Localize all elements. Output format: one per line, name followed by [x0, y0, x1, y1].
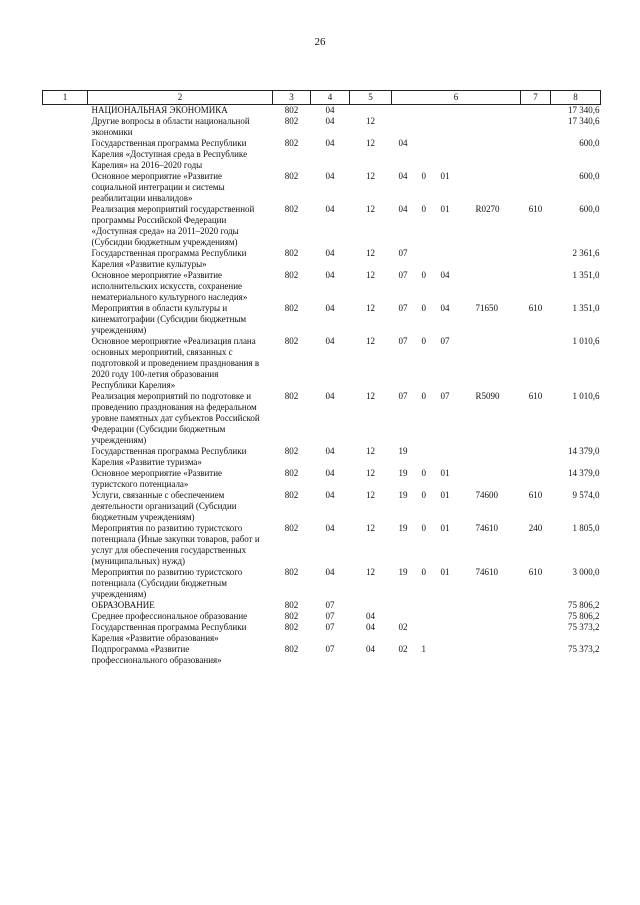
- target-article-code: [392, 523, 521, 567]
- subsection-code: [350, 600, 392, 611]
- table-row: [43, 622, 601, 644]
- section-code: 04: [325, 248, 335, 258]
- target-article-code: [392, 138, 521, 171]
- row-description: Среднее профессиональное образование: [91, 611, 248, 621]
- direction-code: 74610: [475, 523, 498, 533]
- expense-type-code: [521, 611, 551, 622]
- expense-type-code: 610: [528, 567, 543, 577]
- row-number-cell: [43, 446, 88, 468]
- event-code: 07: [440, 336, 450, 346]
- amount-value: 1 805,0: [572, 523, 600, 533]
- event-code: 01: [440, 523, 450, 533]
- subsection-code: 12: [366, 138, 375, 148]
- table-row: [43, 391, 601, 446]
- section-code: 04: [325, 270, 335, 280]
- row-number-cell: [43, 611, 88, 622]
- expense-type-code: [521, 468, 551, 490]
- subprogram-code: 0: [421, 171, 426, 181]
- section-code: 07: [325, 622, 335, 632]
- subsection-code: 12: [366, 490, 375, 500]
- subsection-code: 04: [366, 622, 375, 632]
- row-description: Основное мероприятие «Развитие туристского потенциала»: [91, 468, 223, 489]
- event-code: 04: [440, 270, 450, 280]
- expense-type-code: [521, 116, 551, 138]
- row-description: Мероприятия по развитию туристского потенциала (Иные закупки товаров, работ и услуг для обеспечения государственных (муниципальных) нужд): [91, 523, 260, 566]
- program-code: 19: [398, 490, 408, 500]
- amount-value: 600,0: [579, 171, 600, 181]
- amount-value: 2 361,6: [572, 248, 600, 258]
- ministry-code: 802: [284, 644, 299, 654]
- subsection-code: 04: [366, 611, 375, 621]
- subsection-code: 12: [366, 270, 375, 280]
- ministry-code: 802: [284, 490, 299, 500]
- amount-value: 14 379,0: [568, 468, 600, 478]
- table-row: [43, 611, 601, 622]
- target-article-code: [392, 468, 521, 490]
- budget-table: [42, 90, 601, 666]
- ministry-code: 802: [284, 248, 299, 258]
- target-article-code: [392, 171, 521, 204]
- target-article-code: [392, 490, 521, 523]
- event-code: 01: [440, 204, 450, 214]
- header-col-3: 3: [273, 91, 311, 105]
- amount-value: 600,0: [579, 138, 600, 148]
- ministry-code: 802: [284, 611, 299, 621]
- ministry-code: 802: [284, 336, 299, 346]
- section-code: 04: [325, 567, 335, 577]
- subsection-code: 12: [366, 391, 375, 401]
- subprogram-code: 0: [421, 204, 426, 214]
- expense-type-code: 610: [528, 490, 543, 500]
- header-col-1: 1: [43, 91, 88, 105]
- expense-type-code: 240: [528, 523, 543, 533]
- table-row: [43, 490, 601, 523]
- row-number-cell: [43, 336, 88, 391]
- target-article-code: [392, 116, 521, 138]
- table-row: [43, 270, 601, 303]
- expense-type-code: [521, 622, 551, 644]
- amount-value: 17 340,6: [568, 105, 600, 115]
- expense-type-code: [521, 600, 551, 611]
- program-code: 19: [398, 446, 408, 456]
- row-number-cell: [43, 116, 88, 138]
- table-row: [43, 116, 601, 138]
- amount-value: 1 351,0: [572, 270, 600, 280]
- expense-type-code: [521, 171, 551, 204]
- row-number-cell: [43, 391, 88, 446]
- ministry-code: 802: [284, 567, 299, 577]
- expense-type-code: [521, 644, 551, 666]
- expense-type-code: 610: [528, 204, 543, 214]
- table-row: [43, 171, 601, 204]
- ministry-code: 802: [284, 171, 299, 181]
- event-code: 01: [440, 567, 450, 577]
- table-row: [43, 523, 601, 567]
- table-row: [43, 567, 601, 600]
- section-code: 04: [325, 116, 335, 126]
- event-code: 01: [440, 468, 450, 478]
- subsection-code: 12: [366, 468, 375, 478]
- row-number-cell: [43, 248, 88, 270]
- row-number-cell: [43, 468, 88, 490]
- program-code: 04: [398, 171, 408, 181]
- ministry-code: 802: [284, 303, 299, 313]
- section-code: 04: [325, 204, 335, 214]
- row-description: Подпрограмма «Развитие профессионального образования»: [91, 644, 222, 665]
- program-code: 07: [398, 336, 408, 346]
- expense-type-code: [521, 336, 551, 391]
- subsection-code: 04: [366, 644, 375, 654]
- direction-code: 74610: [475, 567, 498, 577]
- amount-value: 75 806,2: [568, 600, 600, 610]
- ministry-code: 802: [284, 105, 299, 115]
- row-description: Государственная программа Республики Карелия «Развитие туризма»: [91, 446, 247, 467]
- row-number-cell: [43, 644, 88, 666]
- program-code: 07: [398, 248, 408, 258]
- row-number-cell: [43, 204, 88, 248]
- event-code: 01: [440, 171, 450, 181]
- subprogram-code: 0: [421, 490, 426, 500]
- event-code: 01: [440, 490, 450, 500]
- section-code: 04: [325, 336, 335, 346]
- program-code: 07: [398, 270, 408, 280]
- row-number-cell: [43, 138, 88, 171]
- table-row: [43, 204, 601, 248]
- ministry-code: 802: [284, 270, 299, 280]
- amount-value: 1 010,6: [572, 391, 600, 401]
- target-article-code: [392, 270, 521, 303]
- direction-code: 71650: [475, 303, 498, 313]
- row-description: ОБРАЗОВАНИЕ: [91, 600, 155, 610]
- target-article-code: [392, 248, 521, 270]
- amount-value: 1 351,0: [572, 303, 600, 313]
- table-body: [43, 105, 601, 667]
- row-description: Основное мероприятие «Развитие исполнительских искусств, сохранение нематериального культурного наследия»: [91, 270, 248, 302]
- amount-value: 600,0: [579, 204, 600, 214]
- target-article-code: [392, 105, 521, 117]
- expense-type-code: [521, 248, 551, 270]
- amount-value: 75 373,2: [568, 622, 600, 632]
- section-code: 04: [325, 523, 335, 533]
- header-col-2: 2: [88, 91, 273, 105]
- section-code: 07: [325, 611, 335, 621]
- row-description: Услуги, связанные с обеспечением деятельности организаций (Субсидии бюджетным учреждениям): [91, 490, 237, 522]
- table-row: [43, 138, 601, 171]
- expense-type-code: [521, 270, 551, 303]
- subsection-code: 12: [366, 116, 375, 126]
- table-row: [43, 105, 601, 117]
- row-number-cell: [43, 622, 88, 644]
- subsection-code: 12: [366, 171, 375, 181]
- subprogram-code: 0: [421, 567, 426, 577]
- row-number-cell: [43, 523, 88, 567]
- target-article-code: [392, 446, 521, 468]
- target-article-code: [392, 391, 521, 446]
- subsection-code: 12: [366, 567, 375, 577]
- ministry-code: 802: [284, 622, 299, 632]
- expense-type-code: [521, 105, 551, 117]
- subprogram-code: 0: [421, 270, 426, 280]
- section-code: 04: [325, 138, 335, 148]
- amount-value: 1 010,6: [572, 336, 600, 346]
- row-description: Основное мероприятие «Реализация плана основных мероприятий, связанных с подготовкой и проведением празднования в 2020 году 100-летия образования Республики Карелия»: [91, 336, 260, 390]
- ministry-code: 802: [284, 204, 299, 214]
- section-code: 04: [325, 446, 335, 456]
- table-row: [43, 303, 601, 336]
- ministry-code: 802: [284, 523, 299, 533]
- event-code: 04: [440, 303, 450, 313]
- section-code: 04: [325, 171, 335, 181]
- direction-code: R0270: [475, 204, 500, 214]
- subprogram-code: 0: [421, 336, 426, 346]
- target-article-code: [392, 622, 521, 644]
- program-code: 07: [398, 303, 408, 313]
- expense-type-code: [521, 138, 551, 171]
- target-article-code: [392, 303, 521, 336]
- subsection-code: 12: [366, 204, 375, 214]
- row-number-cell: [43, 600, 88, 611]
- ministry-code: 802: [284, 138, 299, 148]
- row-description: Мероприятия в области культуры и кинематографии (Субсидии бюджетным учреждениям): [91, 303, 247, 335]
- row-number-cell: [43, 270, 88, 303]
- ministry-code: 802: [284, 468, 299, 478]
- section-code: 04: [325, 391, 335, 401]
- section-code: 07: [325, 600, 335, 610]
- amount-value: 17 340,6: [568, 116, 600, 126]
- row-number-cell: [43, 105, 88, 117]
- amount-value: 14 379,0: [568, 446, 600, 456]
- target-article-code: [392, 611, 521, 622]
- target-article-code: [392, 600, 521, 611]
- ministry-code: 802: [284, 391, 299, 401]
- direction-code: 74600: [475, 490, 498, 500]
- ministry-code: 802: [284, 116, 299, 126]
- row-description: Государственная программа Республики Карелия «Доступная среда в Республике Карелия» на 2016–2020 годы: [91, 138, 248, 170]
- subprogram-code: 0: [421, 303, 426, 313]
- table-row: [43, 468, 601, 490]
- subprogram-code: 0: [421, 391, 426, 401]
- expense-type-code: 610: [528, 391, 543, 401]
- section-code: 04: [325, 468, 335, 478]
- program-code: 02: [398, 622, 408, 632]
- section-code: 07: [325, 644, 335, 654]
- header-col-4: 4: [311, 91, 350, 105]
- row-description: Государственная программа Республики Карелия «Развитие образования»: [91, 622, 247, 643]
- program-code: 07: [398, 391, 408, 401]
- target-article-code: [392, 644, 521, 666]
- subsection-code: 12: [366, 446, 375, 456]
- subsection-code: 12: [366, 248, 375, 258]
- ministry-code: 802: [284, 600, 299, 610]
- row-description: Реализация мероприятий по подготовке и проведению празднования на федеральном уровне памятных дат субъектов Российской Федерации (Субсидии бюджетным учреждениям): [91, 391, 260, 445]
- amount-value: 9 574,0: [572, 490, 600, 500]
- section-code: 04: [325, 303, 335, 313]
- subprogram-code: 0: [421, 523, 426, 533]
- row-number-cell: [43, 567, 88, 600]
- direction-code: R5090: [475, 391, 500, 401]
- section-code: 04: [325, 490, 335, 500]
- subsection-code: 12: [366, 336, 375, 346]
- target-article-code: [392, 204, 521, 248]
- header-col-7: 7: [521, 91, 551, 105]
- section-code: 04: [325, 105, 335, 115]
- row-description: НАЦИОНАЛЬНАЯ ЭКОНОМИКА: [91, 105, 228, 115]
- table-header-row: [43, 91, 601, 105]
- table-row: [43, 446, 601, 468]
- row-description: Мероприятия по развитию туристского потенциала (Субсидии бюджетным учреждениям): [91, 567, 243, 599]
- row-description: Другие вопросы в области национальной экономики: [91, 116, 250, 137]
- program-code: 04: [398, 138, 408, 148]
- amount-value: 75 373,2: [568, 644, 600, 654]
- subsection-code: [350, 105, 392, 117]
- program-code: 04: [398, 204, 408, 214]
- table-row: [43, 248, 601, 270]
- target-article-code: [392, 336, 521, 391]
- header-col-6: 6: [392, 91, 521, 105]
- subprogram-code: 1: [421, 644, 426, 654]
- table-row: [43, 336, 601, 391]
- row-number-cell: [43, 490, 88, 523]
- program-code: 19: [398, 523, 408, 533]
- page-number: 26: [314, 36, 326, 48]
- program-code: 19: [398, 567, 408, 577]
- expense-type-code: 610: [528, 303, 543, 313]
- program-code: 19: [398, 468, 408, 478]
- target-article-code: [392, 567, 521, 600]
- row-number-cell: [43, 303, 88, 336]
- header-col-5: 5: [350, 91, 392, 105]
- expense-type-code: [521, 446, 551, 468]
- subprogram-code: 0: [421, 468, 426, 478]
- table-row: [43, 644, 601, 666]
- subsection-code: 12: [366, 303, 375, 313]
- amount-value: 3 000,0: [572, 567, 600, 577]
- row-description: Государственная программа Республики Карелия «Развитие культуры»: [91, 248, 247, 269]
- ministry-code: 802: [284, 446, 299, 456]
- header-col-8: 8: [551, 91, 601, 105]
- row-description: Реализация мероприятий государственной программы Российской Федерации «Доступная среда» на 2011–2020 годы (Субсидии бюджетным учреждениям): [91, 204, 255, 247]
- table-row: [43, 600, 601, 611]
- row-number-cell: [43, 171, 88, 204]
- event-code: 07: [440, 391, 450, 401]
- row-description: Основное мероприятие «Развитие социальной интеграции и системы реабилитации инвалидов»: [91, 171, 225, 203]
- program-code: 02: [398, 644, 408, 654]
- subsection-code: 12: [366, 523, 375, 533]
- amount-value: 75 806,2: [568, 611, 600, 621]
